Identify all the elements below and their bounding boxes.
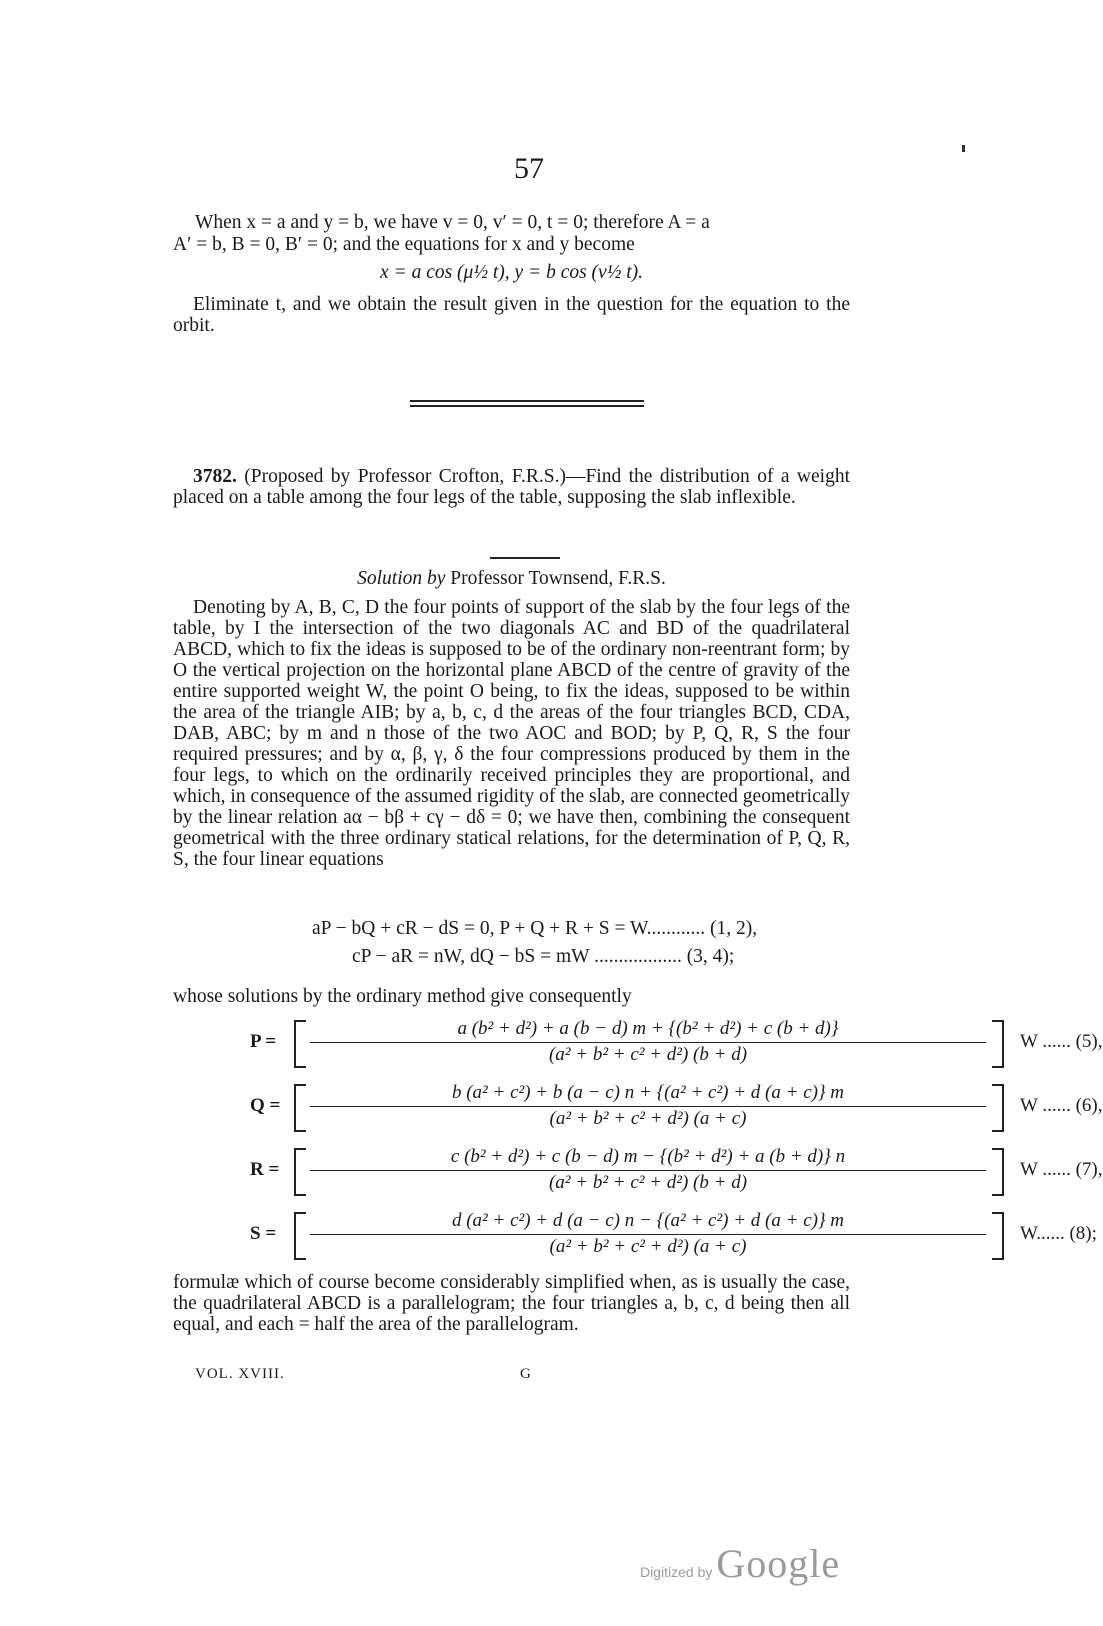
right-bracket bbox=[992, 1148, 1004, 1196]
orbit-equation: x = a cos (μ½ t), y = b cos (ν½ t). bbox=[380, 262, 643, 283]
formula-q bbox=[250, 1082, 1103, 1132]
problem-block bbox=[173, 466, 850, 508]
problem-statement: (Proposed by Professor Crofton, F.R.S.)—Find the distribution of a weight placed on a table among the four legs of the table, supposing the slab inflexible. bbox=[173, 466, 850, 508]
formula-lhs: R = bbox=[250, 1159, 280, 1180]
formula-lhs: S = bbox=[250, 1223, 277, 1244]
watermark-logo-text: Google bbox=[716, 1541, 841, 1586]
left-bracket bbox=[294, 1084, 306, 1132]
formula-lhs: Q = bbox=[250, 1095, 281, 1116]
volume-label: VOL. XVIII. bbox=[195, 1366, 285, 1382]
formula-numerator: d (a² + c²) + d (a − c) n − {(a² + c²) + d (a + c)} m bbox=[451, 1210, 845, 1231]
formula-numerator: c (b² + d²) + c (b − d) m − {(b² + d²) + a (b + d)} n bbox=[450, 1146, 846, 1167]
page-number: 57 bbox=[514, 152, 544, 185]
fraction-bar bbox=[310, 1170, 986, 1171]
formula-denominator: (a² + b² + c² + d²) (a + c) bbox=[549, 1108, 747, 1129]
left-bracket bbox=[294, 1148, 306, 1196]
formula-lhs: P = bbox=[250, 1031, 277, 1052]
fraction-bar bbox=[310, 1234, 986, 1235]
formula-tail: W ...... (5), bbox=[1020, 1031, 1103, 1052]
fraction-bar bbox=[310, 1042, 986, 1043]
left-bracket bbox=[294, 1020, 306, 1068]
digitized-watermark bbox=[640, 1540, 840, 1587]
intro-line-2: A′ = b, B = 0, B′ = 0; and the equations for x and y become bbox=[173, 234, 635, 255]
formula-denominator: (a² + b² + c² + d²) (b + d) bbox=[548, 1172, 748, 1193]
closing-paragraph: formulæ which of course become considerably simplified when, as is usually the case, the quadrilateral ABCD is a parallelogram; the four triangles a, b, c, d being then all equal, and each = half the area of the parallelogram. bbox=[173, 1272, 850, 1335]
watermark-small-text: Digitized by bbox=[640, 1564, 713, 1580]
formula-tail: W ...... (7), bbox=[1020, 1159, 1103, 1180]
solution-heading-author: Professor Townsend, F.R.S. bbox=[450, 568, 666, 589]
section-divider bbox=[410, 400, 644, 407]
right-bracket bbox=[992, 1084, 1004, 1132]
solution-heading bbox=[173, 568, 850, 589]
problem-number: 3782. bbox=[193, 466, 237, 487]
right-bracket bbox=[992, 1212, 1004, 1260]
equation-line-2: cP − aR = nW, dQ − bS = mW .................. (3, 4); bbox=[352, 946, 735, 967]
eliminate-paragraph: Eliminate t, and we obtain the result given in the question for the equation to the orbit. bbox=[173, 294, 850, 336]
formula-denominator: (a² + b² + c² + d²) (a + c) bbox=[549, 1236, 747, 1257]
intro-line-1: When x = a and y = b, we have v = 0, v′ = 0, t = 0; therefore A = a bbox=[195, 212, 710, 233]
formula-denominator: (a² + b² + c² + d²) (b + d) bbox=[548, 1044, 748, 1065]
solution-paragraph: Denoting by A, B, C, D the four points of support of the slab by the four legs of the table, by I the intersection of the two diagonals AC and BD of the quadrilateral ABCD, which to fix the ideas is supposed to be of the ordinary non-reentrant form; by O the vertical projection on the horizontal plane ABCD of the centre of gravity of the entire supported weight W, the point O being, to fix the ideas, supposed to be within the area of the triangle AIB; by a, b, c, d the areas of the four triangles BCD, CDA, DAB, ABC; by m and n those of the two AOC and BOD; by P, Q, R, S the four required pressures; and by α, β, γ, δ the four compressions produced by them in the four legs, to which on the ordinarily received principles they are proportional, and which, in consequence of the assumed rigidity of the slab, are connected geometrically by the linear relation aα − bβ + cγ − dδ = 0; we have then, combining the consequent geometrical with the three ordinary statical relations, for the determination of P, Q, R, S, the four linear equations bbox=[173, 597, 850, 870]
formula-s bbox=[250, 1210, 1097, 1260]
formula-numerator: a (b² + d²) + a (b − d) m + {(b² + d²) + c (b + d)} bbox=[457, 1018, 839, 1039]
formula-p bbox=[250, 1018, 1103, 1068]
whose-line: whose solutions by the ordinary method give consequently bbox=[173, 986, 632, 1007]
signature-mark: G bbox=[520, 1366, 532, 1382]
equation-line-1: aP − bQ + cR − dS = 0, P + Q + R + S = W............ (1, 2), bbox=[312, 918, 758, 939]
formula-r bbox=[250, 1146, 1103, 1196]
formula-tail: W...... (8); bbox=[1020, 1223, 1097, 1244]
right-bracket bbox=[992, 1020, 1004, 1068]
short-divider bbox=[490, 557, 560, 559]
formula-tail: W ...... (6), bbox=[1020, 1095, 1103, 1116]
formula-numerator: b (a² + c²) + b (a − c) n + {(a² + c²) + d (a + c)} m bbox=[451, 1082, 845, 1103]
left-bracket bbox=[294, 1212, 306, 1260]
solution-heading-italic: Solution by bbox=[357, 568, 446, 589]
ink-speck bbox=[962, 145, 965, 152]
fraction-bar bbox=[310, 1106, 986, 1107]
